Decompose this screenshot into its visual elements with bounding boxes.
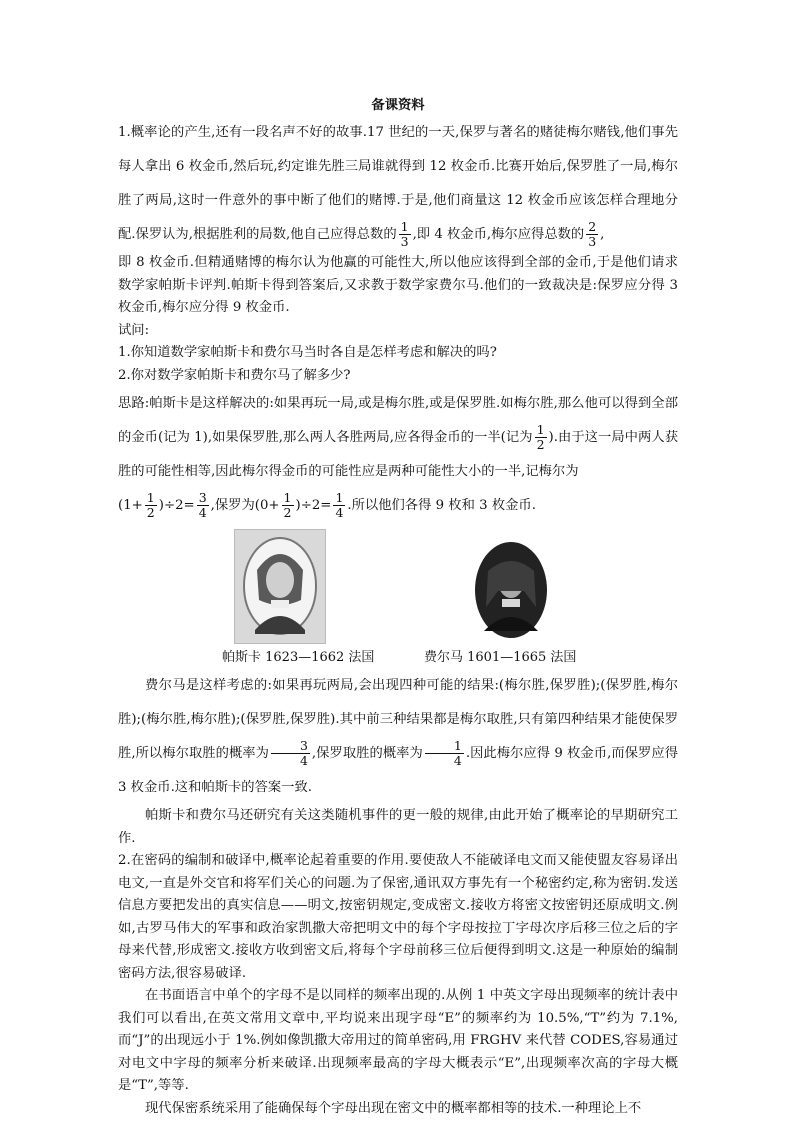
fraction-3-4: $\frac{3}{4}$: [198, 490, 207, 520]
fraction-1-3: $\frac{1}{3}$: [400, 219, 409, 249]
paragraph-fermat-solution: [118, 669, 678, 805]
text-run: ,: [600, 227, 605, 242]
text-run: )÷2=: [295, 498, 332, 513]
text-run: (1+: [118, 498, 143, 513]
question-intro: 试问:: [118, 322, 150, 338]
paragraph-cryptography: 2.在密码的编制和破译中,概率论起着重要的作用.要使敌人不能破译电文而又能使盟友容易译出电文,一直是外交官和将军们关心的问题.为了保密,通讯双方事先有一个秘密约定,称为密钥.发送信息方要把发出的真实信息——明文,按密钥规定,变成密文.接收方将密文按密钥还原成明文.例如,古罗马伟大的军事和政治家凯撒大帝把明文中的每个字母按拉丁字母次序后移三位之后的字母来代替,形成密文.接收方收到密文后,将每个字母前移三位后便得到明文.这是一种原始的编制密码方法,很容易破译.: [118, 853, 678, 981]
pascal-portrait: [234, 529, 326, 644]
fraction-3-4: $\frac{3}{4}$: [271, 739, 310, 768]
pascal-formula: [118, 489, 678, 523]
question-2: 2.你对数学家帕斯卡和费尔马了解多少?: [118, 367, 351, 383]
fraction-1-2: $\frac{1}{2}$: [536, 422, 545, 452]
portraits-row: [118, 529, 678, 669]
text-run: .所以他们各得 9 枚和 3 枚金币.: [347, 498, 536, 513]
fraction-2-3: $\frac{2}{3}$: [588, 219, 597, 249]
fraction-1-2: $\frac{1}{2}$: [146, 490, 155, 520]
pascal-caption: 帕斯卡 1623—1662 法国: [222, 650, 375, 665]
fraction-1-4: $\frac{1}{4}$: [335, 490, 344, 520]
fermat-portrait: [474, 541, 548, 639]
fraction-1-4: $\frac{1}{4}$: [425, 739, 464, 768]
text-run: ,保罗为(0+: [210, 498, 280, 513]
paragraph-verdict: 即 8 枚金币.但精通赌博的梅尔认为他赢的可能性大,所以他应该得到全部的金币,于是他们请求数学家帕斯卡评判.帕斯卡得到答案后,又求教于数学家费尔马.他们的一致裁决是:保罗应分得 3 枚金币,梅尔应分得 9 枚金币.: [118, 255, 678, 315]
text-run: .因此梅尔应得 9 枚金币,而保罗应得 3 枚金币.这和帕斯卡的答案一致.: [118, 746, 678, 795]
paragraph-early-research: 帕斯卡和费尔马还研究有关这类随机事件的更一般的规律,由此开始了概率论的早期研究工作.: [118, 808, 678, 846]
document-page: [118, 96, 678, 1120]
text-run: 1.概率论的产生,还有一段名声不好的故事.17 世纪的一天,保罗与著名的赌徒梅尔赌钱,他们事先每人拿出 6 枚金币,然后玩,约定谁先胜三局谁就得到 12 枚金币.比赛开始后,保罗胜了一局,梅尔胜了两局,这时一件意外的事中断了他们的赌博.于是,他们商量这 12 枚金币应该怎样合理地分配.保罗认为,根据胜利的局数,他自己应得总数的: [118, 125, 678, 242]
text-run: 费尔马是这样考虑的:如果再玩两局,会出现四种可能的结果:(梅尔胜,保罗胜);(保罗胜,梅尔胜);(梅尔胜,梅尔胜);(保罗胜,保罗胜).其中前三种结果都是梅尔取胜,只有第四种结果才能使保罗胜,所以梅尔取胜的概率为: [118, 678, 678, 761]
paragraph-letter-frequency: 在书面语言中单个的字母不是以同样的频率出现的.从例 1 中英文字母出现频率的统计表中我们可以看出,在英文常用文章中,平均说来出现字母“E”的频率约为 10.5%,“T”约为 7.1%,而“J”的出现远小于 1%.例如像凯撒大帝用过的简单密码,用 FRGHV 来代替 CODES,容易通过对电文中字母的频率分析来破译.出现频率最高的字母大概表示“E”,出现频率次高的字母大概是“T”,等等.: [118, 988, 678, 1093]
paragraph-origin: [118, 116, 678, 252]
page-title: 备课资料: [371, 98, 425, 113]
text-run: 思路:帕斯卡是这样解决的:如果再玩一局,或是梅尔胜,或是保罗胜.如梅尔胜,那么他可以得到全部的金币(记为 1),如果保罗胜,那么两人各胜两局,应各得金币的一半(记为: [118, 396, 678, 445]
text-run: ,保罗取胜的概率为: [311, 746, 423, 761]
fermat-caption: 费尔马 1601—1665 法国: [424, 650, 577, 665]
text-run: ,即 4 枚金币,梅尔应得总数的: [412, 227, 585, 242]
text-run: ).由于这一局中两人获胜的可能性相等,因此梅尔得金币的可能性应是两种可能性大小的一半,记梅尔为: [118, 430, 678, 479]
paragraph-pascal-solution: [118, 387, 678, 489]
question-1: 1.你知道数学家帕斯卡和费尔马当时各自是怎样考虑和解决的吗?: [118, 345, 497, 360]
paragraph-modern-systems: 现代保密系统采用了能确保每个字母出现在密文中的概率都相等的技术.一种理论上不: [145, 1100, 642, 1116]
text-run: )÷2=: [158, 498, 195, 513]
fraction-1-2: $\frac{1}{2}$: [283, 490, 292, 520]
